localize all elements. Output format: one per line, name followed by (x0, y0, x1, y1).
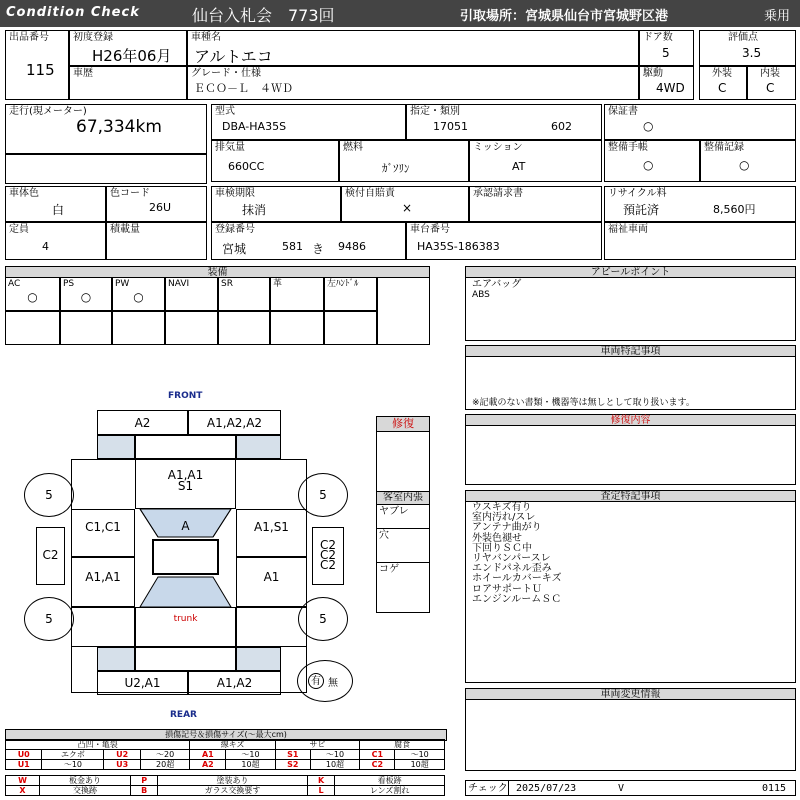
assessment-line: ロアサポートＵ (472, 583, 542, 595)
exterior-cell (699, 66, 747, 100)
mission-cell (469, 140, 602, 182)
grade-cell (187, 66, 639, 100)
legend-cell: L (307, 786, 335, 796)
wheel-rear-right: 5 (298, 597, 348, 641)
lot-number-label: 出品番号 (9, 32, 49, 43)
wheel-rear-left: 5 (24, 597, 74, 641)
legend-table-2 (5, 775, 445, 796)
legend-cell: K (307, 776, 335, 786)
doors: 5 (662, 46, 670, 60)
legend-cell: 10超 (395, 760, 445, 770)
change-info-box (465, 699, 796, 771)
legend-cell: C1 (360, 750, 395, 760)
registration-kana: き (312, 242, 325, 256)
recycle-label: リサイクル料 (608, 188, 667, 199)
equipment-extra (324, 311, 377, 345)
legend-cell: 塗装あり (158, 776, 307, 786)
rear-panel (135, 647, 236, 671)
cabin-box (376, 491, 430, 613)
body-color-label: 車体色 (9, 188, 39, 199)
legend-cell: ～10 (226, 750, 276, 760)
maintenance-record-cell (700, 140, 796, 182)
equipment-extra (5, 311, 60, 345)
assessment-line: アンテナ曲がり (472, 522, 542, 534)
equipment-extra (218, 311, 270, 345)
equipment-name: NAVI (168, 279, 190, 289)
pickup-location: 引取場所：宮城県仙台市宮城野区港 (460, 9, 669, 24)
legend-cell: ～10 (42, 760, 104, 770)
registration-num: 9486 (338, 240, 366, 253)
approval-label: 承認請求書 (473, 188, 523, 199)
insurance: × (402, 201, 413, 215)
welfare-label: 福祉車両 (608, 224, 648, 235)
first-registration-cell (69, 30, 187, 66)
chassis-number: HA35S-186383 (417, 240, 500, 253)
inspection: 抹消 (242, 203, 267, 217)
maintenance-manual-cell (604, 140, 700, 182)
fuel-label: 燃料 (343, 142, 363, 153)
assessment-line: 外装色褪せ (472, 532, 522, 544)
exterior-label: 外装 (712, 68, 732, 79)
recycle-status: 預託済 (623, 203, 660, 217)
equipment-name: SR (221, 279, 233, 289)
equipment-extra (270, 311, 324, 345)
assessment-line: ウスキズ有り (472, 502, 532, 513)
category-number: 602 (551, 120, 572, 133)
legend-cell: U3 (104, 760, 140, 770)
legend-cell: 交換跡 (40, 786, 131, 796)
model: DBA-HA35S (222, 120, 287, 133)
equipment-name: 左ﾊﾝﾄﾞﾙ (327, 279, 359, 289)
displacement-label: 排気量 (215, 142, 245, 153)
drive-label: 駆動 (643, 68, 663, 79)
rear-bumper-left: U2,A1 (97, 671, 188, 695)
interior-label: 内装 (760, 68, 780, 79)
repair-details-box (465, 425, 796, 485)
color-code-label: 色コード (110, 188, 150, 199)
score-label: 評価点 (728, 32, 758, 43)
mileage: 67,334km (76, 117, 162, 137)
recycle-cell (604, 186, 796, 222)
approval-cell (469, 186, 602, 222)
body-color-cell (5, 186, 106, 222)
chassis-label: 車台番号 (410, 224, 450, 235)
assessment-title: 査定特記事項 (465, 490, 796, 502)
body-color: 白 (52, 203, 65, 217)
maintenance-manual-label: 整備手帳 (608, 142, 648, 153)
vehicle-type: 乗用 (764, 9, 791, 24)
equipment-extra (60, 311, 112, 345)
special-notes-text: ※記載のない書類・機器等は無しとして取り扱います。 (472, 398, 695, 408)
legend-cell: X (6, 786, 40, 796)
maintenance-record: ○ (739, 158, 750, 172)
history-cell (69, 66, 187, 100)
legend-head-rust: サビ (275, 740, 359, 750)
special-notes-title: 車両特記事項 (465, 345, 796, 357)
cabin-title: 客室内張 (377, 492, 429, 505)
appeal-line-1: エアバッグ (472, 279, 522, 290)
welfare-cell (604, 222, 796, 260)
color-code: 26U (149, 201, 172, 214)
mission: AT (512, 160, 526, 173)
assessment-box (465, 501, 796, 683)
legend-cell: レンズ割れ (335, 786, 445, 796)
insurance-label: 検付自賠責 (345, 188, 395, 199)
spare-has: 有 (308, 673, 324, 689)
front-panel (135, 435, 236, 459)
legend-cell: ～10 (395, 750, 445, 760)
capacity-cell (5, 222, 106, 260)
maintenance-manual: ○ (643, 158, 654, 172)
drive-cell (639, 66, 694, 100)
equipment-grid (5, 277, 430, 345)
score-cell (699, 30, 796, 66)
legend-cell: ガラス交換要す (158, 786, 307, 796)
wheel-front-right: 5 (298, 473, 348, 517)
legend-cell: ～20 (140, 750, 190, 760)
equipment-3 (165, 277, 218, 311)
cabin-item-hole: 穴 (379, 530, 389, 541)
right-side-panel: C2 C2 C2 (312, 527, 344, 585)
assessment-line: 下回りＳＣ中 (472, 542, 532, 554)
legend-head-scratch: 線キズ (190, 740, 275, 750)
registration-number-cell (211, 222, 406, 260)
legend-head-corrosion: 腐食 (360, 740, 445, 750)
recycle-fee: 8,560円 (713, 203, 756, 216)
check-mark: V (618, 783, 625, 794)
legend-head-dent: 凸凹・亀裂 (6, 740, 190, 750)
assessment-line: エンジンルームＳＣ (472, 593, 562, 605)
equipment-value: ○ (80, 290, 92, 304)
registration-class: 581 (282, 240, 303, 253)
left-rear-fender-bottom (97, 647, 135, 671)
designation-label: 指定・類別 (410, 106, 460, 117)
doors-label: ドア数 (643, 32, 673, 43)
windshield-mark: A (181, 519, 190, 533)
inspection-cell (211, 186, 341, 222)
insurance-cell (341, 186, 469, 222)
grade-label: グレード・仕様 (191, 68, 261, 79)
displacement-cell (211, 140, 339, 182)
assessment-line: 室内汚れ/スレ (472, 512, 536, 524)
change-info-title: 車両変更情報 (465, 688, 796, 700)
chassis-cell (406, 222, 602, 260)
assessment-line: ホイールカバーキズ (472, 573, 562, 585)
rear-window (140, 577, 231, 607)
legend-cell: C2 (360, 760, 395, 770)
cabin-item-tear: ヤブレ (379, 506, 409, 517)
displacement: 660CC (228, 160, 265, 173)
legend-cell: U2 (104, 750, 140, 760)
right-front-fender-top (236, 435, 281, 459)
warranty-label: 保証書 (608, 106, 638, 117)
legend-cell: B (131, 786, 158, 796)
capacity: 4 (42, 240, 49, 253)
appeal-line-2: ABS (472, 290, 490, 300)
drive: 4WD (656, 81, 685, 95)
front-bumper-right: A1,A2,A2 (188, 410, 281, 435)
load-cell (106, 222, 207, 260)
trunk: trunk (135, 607, 236, 647)
legend-title: 損傷記号＆損傷サイズ(～最大cm) (5, 729, 447, 741)
equipment-name: AC (8, 279, 21, 289)
legend-cell: S1 (275, 750, 310, 760)
equipment-value: ○ (133, 290, 144, 304)
exterior-grade: C (718, 81, 727, 95)
equipment-name: PS (63, 279, 75, 289)
grade: ＥＣＯ－Ｌ ４ＷＤ (194, 82, 293, 95)
equipment-5 (270, 277, 324, 311)
equipment-4 (218, 277, 270, 311)
equipment-1 (60, 277, 112, 311)
legend-cell: 10超 (226, 760, 276, 770)
front-bumper-left: A2 (97, 410, 188, 435)
repair-box (376, 416, 430, 496)
fuel-cell (339, 140, 469, 182)
inspection-label: 車検期限 (215, 188, 255, 199)
mission-label: ミッション (473, 142, 523, 153)
history-label: 車歴 (73, 68, 93, 79)
doors-cell (639, 30, 694, 66)
legend-cell: A2 (190, 760, 226, 770)
color-code-cell (106, 186, 207, 222)
appeal-box (465, 277, 796, 341)
first-registration: H26年06月 (92, 47, 172, 65)
equipment-blank (377, 277, 430, 345)
equipment-extra (165, 311, 218, 345)
mileage-label: 走行(現メーター) (9, 106, 87, 117)
front-label: FRONT (168, 391, 203, 401)
rear-bumper-right: A1,A2 (188, 671, 281, 695)
assessment-line: エンドパネル歪み (472, 563, 552, 575)
equipment-6 (324, 277, 377, 311)
spare-tire (297, 660, 353, 702)
model-cell (211, 104, 406, 140)
mileage-extra-cell (5, 154, 207, 184)
left-side-panel: C2 (36, 527, 65, 585)
cabin-item-burn: コゲ (379, 564, 399, 575)
equipment-title: 装備 (5, 266, 430, 278)
damage-legend (5, 729, 445, 795)
condition-check-title: Condition Check (6, 5, 140, 20)
model-label: 型式 (215, 106, 235, 117)
legend-cell: 看板跡 (335, 776, 445, 786)
roof (153, 540, 218, 574)
legend-cell: 板金あり (40, 776, 131, 786)
check-date: 2025/07/23 (516, 783, 577, 794)
legend-cell: A1 (190, 750, 226, 760)
interior-cell (747, 66, 796, 100)
load-label: 積載量 (110, 224, 140, 235)
repair-box-title: 修復 (377, 417, 429, 432)
legend-table (5, 739, 445, 770)
equipment-0 (5, 277, 60, 311)
fuel: ｶﾞｿﾘﾝ (382, 162, 410, 175)
registration-area: 宮城 (222, 242, 247, 256)
right-rear-fender-bottom (236, 647, 281, 671)
legend-cell: W (6, 776, 40, 786)
spare-none: 無 (328, 678, 338, 689)
legend-cell: エクボ (42, 750, 104, 760)
equipment-2 (112, 277, 165, 311)
right-rear-door: A1 (236, 557, 307, 607)
car-diagram (0, 385, 460, 725)
hood: A1,A1 S1 (135, 459, 236, 509)
capacity-label: 定員 (9, 224, 29, 235)
interior-grade: C (766, 81, 775, 95)
check-label: チェック (468, 783, 508, 794)
wheel-front-left: 5 (24, 473, 74, 517)
repair-details-title: 修復内容 (465, 414, 796, 426)
equipment-name: PW (115, 279, 130, 289)
legend-cell: U1 (6, 760, 42, 770)
first-registration-label: 初度登録 (73, 32, 113, 43)
designation-cell (406, 104, 602, 140)
car-name-label: 車種名 (191, 32, 221, 43)
registration-number-label: 登録番号 (215, 224, 255, 235)
equipment-value: ○ (27, 290, 38, 304)
appeal-title: アピールポイント (465, 266, 796, 278)
left-front-fender-top (97, 435, 135, 459)
designation-number: 17051 (433, 120, 468, 133)
check-row (465, 780, 796, 796)
legend-cell: S2 (275, 760, 310, 770)
car-name-cell (187, 30, 639, 66)
left-front-door: C1,C1 (71, 509, 135, 557)
right-quarter (236, 607, 307, 647)
special-notes-box (465, 356, 796, 410)
right-front-door: A1,S1 (236, 509, 307, 557)
legend-cell: P (131, 776, 158, 786)
rear-label: REAR (170, 710, 197, 720)
equipment-extra (112, 311, 165, 345)
maintenance-record-label: 整備記録 (704, 142, 744, 153)
lot-number-cell (5, 30, 69, 100)
left-rear-door: A1,A1 (71, 557, 135, 607)
legend-cell: 10超 (310, 760, 360, 770)
legend-cell: 20超 (140, 760, 190, 770)
car-name: アルトエコ (194, 47, 273, 66)
left-quarter (71, 607, 135, 647)
auction-title: 仙台入札会 773回 (192, 6, 335, 25)
lot-number: 115 (26, 61, 55, 79)
assessment-line: リヤバンパースレ (472, 553, 551, 564)
legend-cell: U0 (6, 750, 42, 760)
header-bar (0, 0, 800, 27)
score: 3.5 (742, 46, 762, 60)
check-code: 0115 (762, 783, 787, 794)
warranty: ○ (643, 119, 654, 133)
warranty-cell (604, 104, 796, 140)
mileage-cell (5, 104, 207, 154)
equipment-name: 革 (273, 279, 283, 289)
legend-cell: ～10 (310, 750, 360, 760)
